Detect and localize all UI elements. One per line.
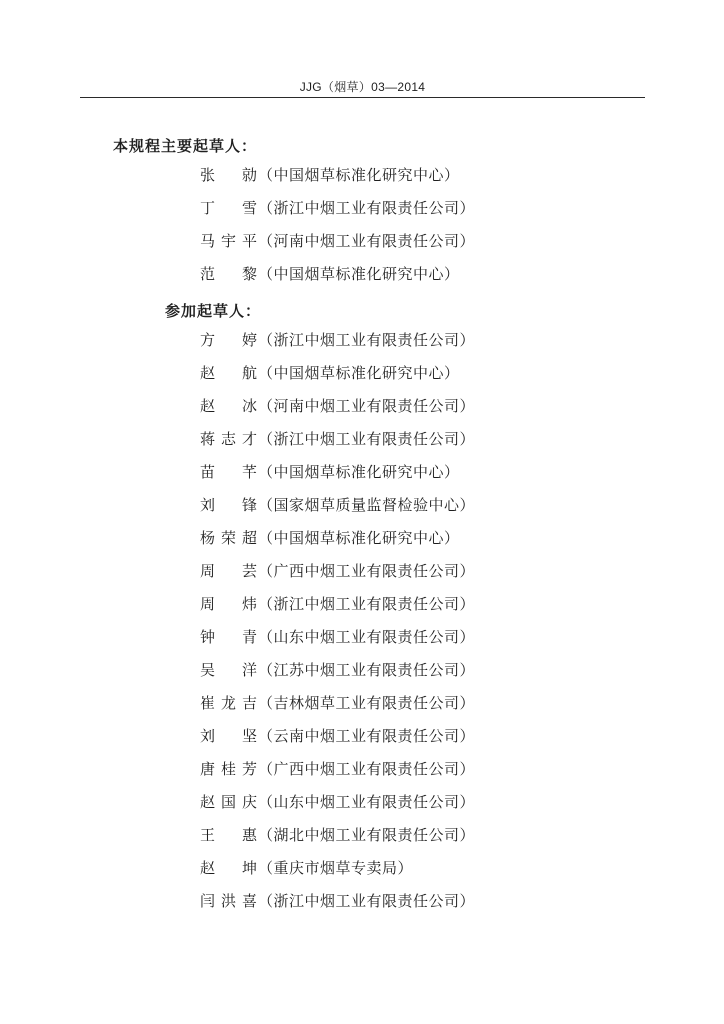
drafter-name: 刘 锋 bbox=[200, 496, 258, 514]
drafter-entry bbox=[200, 726, 475, 759]
participating-drafters-list bbox=[200, 330, 475, 924]
drafter-name: 赵 坤 bbox=[200, 859, 258, 877]
drafter-name: 吴 洋 bbox=[200, 661, 258, 679]
drafter-entry bbox=[200, 660, 475, 693]
drafter-organization: （浙江中烟工业有限责任公司） bbox=[258, 430, 476, 448]
drafter-name: 赵 航 bbox=[200, 364, 258, 382]
drafter-name: 王 惠 bbox=[200, 826, 258, 844]
drafter-organization: （浙江中烟工业有限责任公司） bbox=[258, 892, 476, 910]
page-header: JJG（烟草）03—2014 bbox=[299, 80, 426, 94]
drafter-entry bbox=[200, 561, 475, 594]
drafter-name: 闫洪喜 bbox=[200, 892, 258, 910]
drafter-organization: （山东中烟工业有限责任公司） bbox=[258, 793, 476, 811]
drafter-entry bbox=[200, 759, 475, 792]
drafter-name: 钟 青 bbox=[200, 628, 258, 646]
drafter-entry bbox=[200, 198, 475, 231]
drafter-name: 丁 雪 bbox=[200, 199, 258, 217]
drafter-name: 张 勍 bbox=[200, 166, 258, 184]
drafter-organization: （浙江中烟工业有限责任公司） bbox=[258, 595, 476, 613]
drafter-organization: （中国烟草标准化研究中心） bbox=[258, 166, 460, 184]
drafter-name: 周 炜 bbox=[200, 595, 258, 613]
drafter-name: 周 芸 bbox=[200, 562, 258, 580]
drafter-organization: （浙江中烟工业有限责任公司） bbox=[258, 331, 476, 349]
drafter-organization: （广西中烟工业有限责任公司） bbox=[258, 562, 476, 580]
drafter-name: 刘 坚 bbox=[200, 727, 258, 745]
participating-drafters-title: 参加起草人： bbox=[165, 302, 262, 320]
drafter-entry bbox=[200, 231, 475, 264]
header-divider bbox=[80, 97, 645, 98]
drafter-organization: （山东中烟工业有限责任公司） bbox=[258, 628, 476, 646]
drafter-name: 唐桂芳 bbox=[200, 760, 258, 778]
drafter-organization: （中国烟草标准化研究中心） bbox=[258, 364, 460, 382]
drafter-entry bbox=[200, 330, 475, 363]
drafter-organization: （吉林烟草工业有限责任公司） bbox=[258, 694, 476, 712]
drafter-organization: （云南中烟工业有限责任公司） bbox=[258, 727, 476, 745]
drafter-organization: （中国烟草标准化研究中心） bbox=[258, 529, 460, 547]
drafter-organization: （重庆市烟草专卖局） bbox=[258, 859, 414, 877]
drafter-name: 苗 芊 bbox=[200, 463, 258, 481]
drafter-entry bbox=[200, 891, 475, 924]
main-drafters-list bbox=[200, 165, 475, 297]
drafter-name: 崔龙吉 bbox=[200, 694, 258, 712]
drafter-organization: （河南中烟工业有限责任公司） bbox=[258, 232, 476, 250]
drafter-entry bbox=[200, 165, 475, 198]
drafter-name: 赵国庆 bbox=[200, 793, 258, 811]
drafter-entry bbox=[200, 693, 475, 726]
drafter-organization: （湖北中烟工业有限责任公司） bbox=[258, 826, 476, 844]
drafter-name: 方 婷 bbox=[200, 331, 258, 349]
drafter-entry bbox=[200, 825, 475, 858]
drafter-name: 杨荣超 bbox=[200, 529, 258, 547]
drafter-entry bbox=[200, 528, 475, 561]
drafter-name: 蒋志才 bbox=[200, 430, 258, 448]
drafter-entry bbox=[200, 792, 475, 825]
drafter-entry bbox=[200, 627, 475, 660]
drafter-name: 赵 冰 bbox=[200, 397, 258, 415]
drafter-organization: （中国烟草标准化研究中心） bbox=[258, 265, 460, 283]
drafter-entry bbox=[200, 396, 475, 429]
drafter-organization: （中国烟草标准化研究中心） bbox=[258, 463, 460, 481]
drafter-organization: （国家烟草质量监督检验中心） bbox=[258, 496, 476, 514]
drafter-organization: （广西中烟工业有限责任公司） bbox=[258, 760, 476, 778]
drafter-entry bbox=[200, 594, 475, 627]
drafter-entry bbox=[200, 495, 475, 528]
drafter-entry bbox=[200, 858, 475, 891]
main-drafters-title: 本规程主要起草人： bbox=[113, 137, 258, 155]
drafter-name: 马宇平 bbox=[200, 232, 258, 250]
drafter-entry bbox=[200, 264, 475, 297]
drafter-organization: （浙江中烟工业有限责任公司） bbox=[258, 199, 476, 217]
drafter-name: 范 黎 bbox=[200, 265, 258, 283]
drafter-entry bbox=[200, 429, 475, 462]
drafter-entry bbox=[200, 462, 475, 495]
drafter-organization: （河南中烟工业有限责任公司） bbox=[258, 397, 476, 415]
drafter-entry bbox=[200, 363, 475, 396]
drafter-organization: （江苏中烟工业有限责任公司） bbox=[258, 661, 476, 679]
